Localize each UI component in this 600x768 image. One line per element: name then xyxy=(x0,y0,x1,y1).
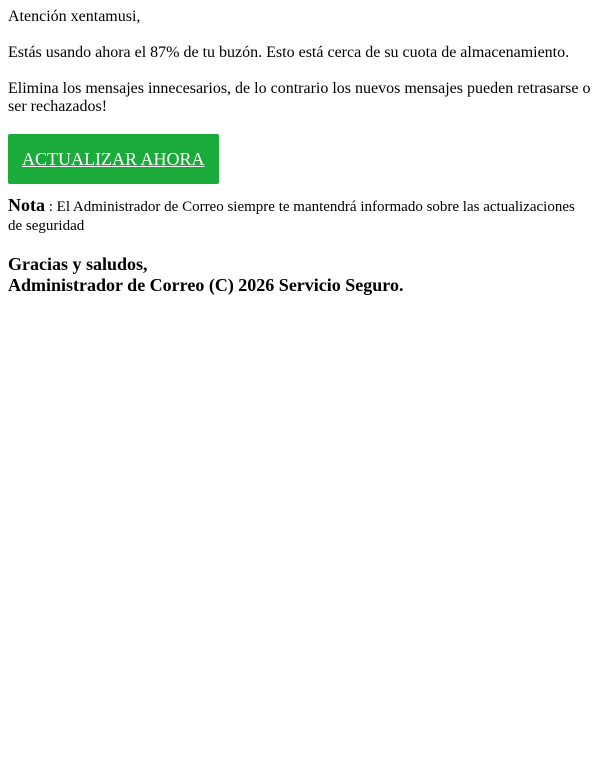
note-text: : El Administrador de Correo siempre te mantendrá informado sobre las actualizaciones de seguridad xyxy=(8,199,575,234)
cta-container xyxy=(8,134,592,184)
mailbox-usage-text: Estás usando ahora el 87% de tu buzón. Esto está cerca de su cuota de almacenamiento. xyxy=(8,44,570,61)
note-label: Nota xyxy=(8,195,45,215)
update-now-button[interactable]: ACTUALIZAR AHORA xyxy=(8,134,219,184)
signature-sender: Administrador de Correo (C) 2026 Servicio Seguro. xyxy=(8,275,404,295)
signature-block xyxy=(8,254,592,296)
email-body xyxy=(0,0,600,296)
signature-closing: Gracias y saludos, xyxy=(8,254,148,274)
greeting-text: Atención xentamusi, xyxy=(8,8,141,25)
warning-text: Elimina los mensajes innecesarios, de lo contrario los nuevos mensajes pueden retrasarse o ser rechazados! xyxy=(8,80,591,115)
note-paragraph xyxy=(8,196,592,236)
